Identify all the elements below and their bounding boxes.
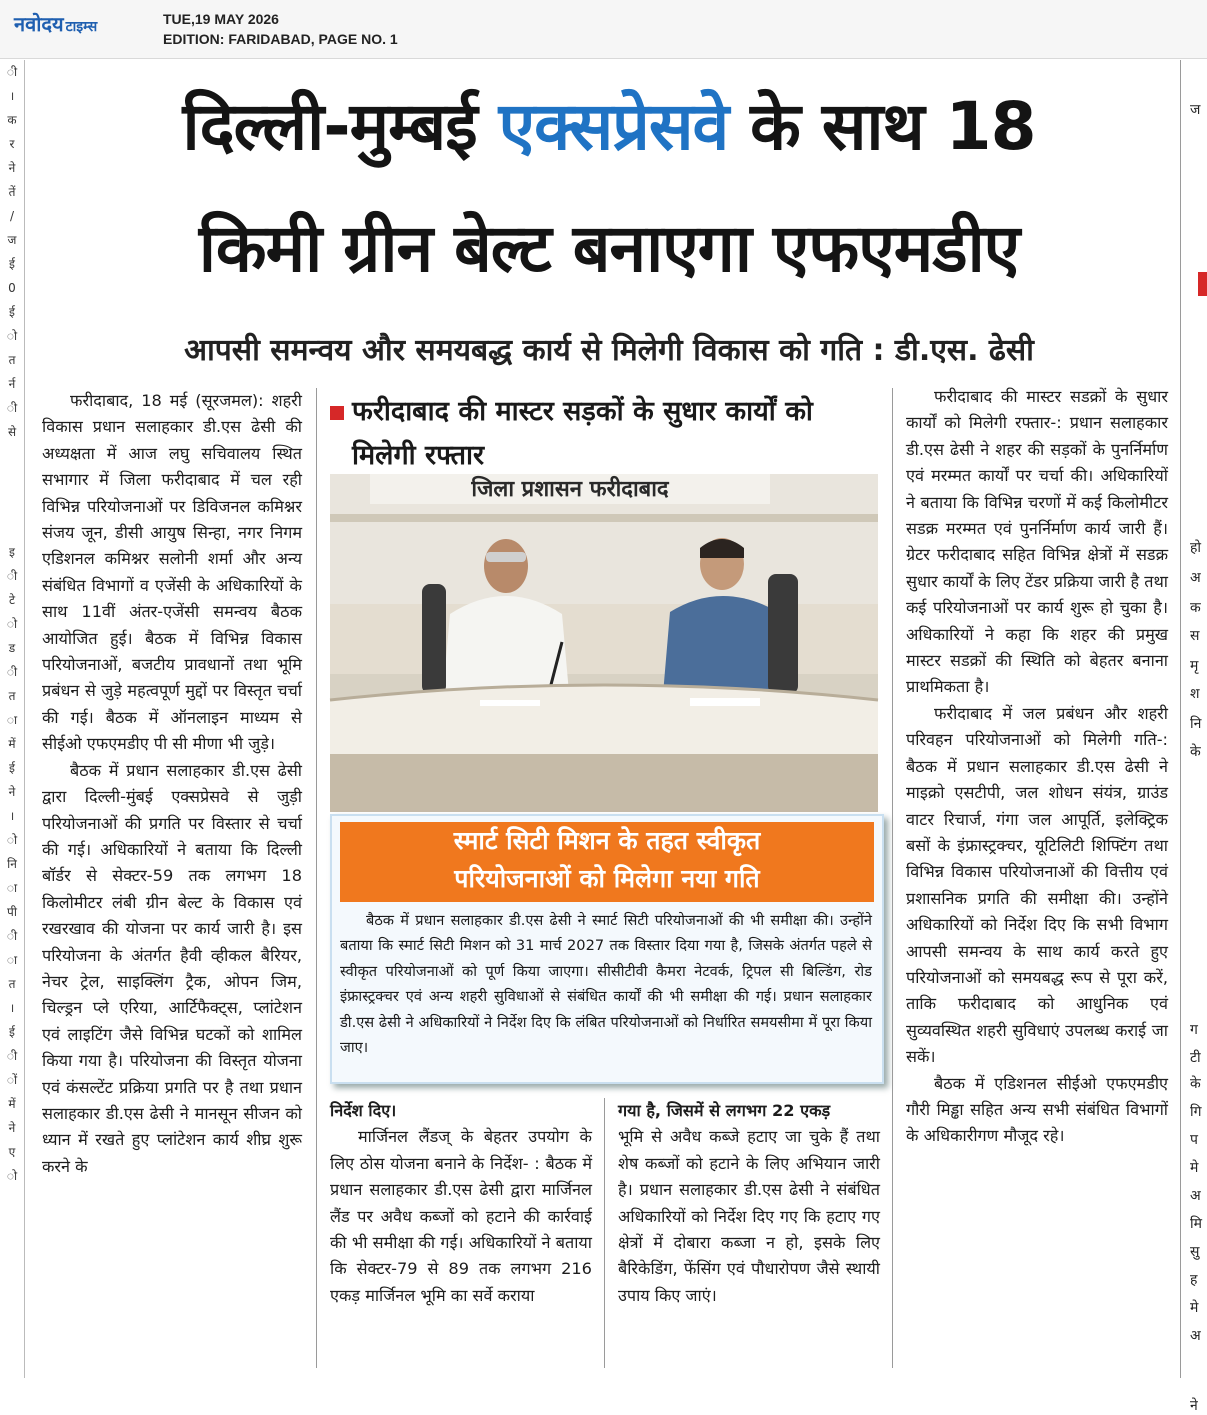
- right-strip-fragment: के: [1190, 1076, 1201, 1092]
- left-strip-fragment: [0, 468, 24, 492]
- box-text: बैठक में प्रधान सलाहकार डी.एस ढेसी ने स्मार्ट सिटी परियोजनाओं की भी समीक्षा की। उन्होंने बताया कि स्मार्ट सिटी मिशन को 31 मार्च 2027 तक विस्तार दिया गया है, जिसके अंतर्गत पहले से स्वीकृत परियोजनाओं को पूर्ण किया जाएगा। सीसीटीवी कैमरा नेटवर्क, ट्रिपल सी बिल्डिंग, रोड इंफ्रास्ट्रक्चर एवं अन्य शहरी सुविधाओं से संबंधित कार्यों की भी समीक्षा की गई। प्रधान सलाहकार डी.एस ढेसी ने अधिकारियों ने निर्देश दिए कि लंबित परियोजनाओं को निर्धारित समयसीमा में पूरा किया जाए।: [340, 912, 872, 1057]
- logo-sub: टाइम्स: [65, 19, 98, 35]
- right-strip-fragment: अ: [1190, 1188, 1201, 1204]
- right-strip-fragment: ने: [1190, 1398, 1198, 1414]
- left-strip-fragment: /: [9, 209, 15, 223]
- page-edge-divider: [1180, 60, 1181, 1378]
- right-strip-fragment: सु: [1190, 1244, 1200, 1260]
- right-adjacent-column: [1188, 60, 1207, 1414]
- article-column-4: [906, 384, 1168, 1150]
- left-strip-fragment: त: [8, 977, 16, 991]
- left-strip-fragment: ।: [9, 89, 15, 103]
- article-column-2: [330, 1098, 592, 1309]
- right-strip-fragment: मृ: [1190, 658, 1199, 674]
- column-divider: [604, 1098, 605, 1368]
- left-strip-fragment: त: [8, 353, 16, 367]
- left-strip-fragment: र: [9, 137, 15, 151]
- right-strip-fragment: प: [1190, 1132, 1198, 1148]
- right-strip-fragment: ज: [1190, 102, 1201, 118]
- col4-paragraph-2: फरीदाबाद में जल प्रबंधन और शहरी परिवहन परियोजनाओं को मिलेगी गति-: बैठक में प्रधान सलाहकार डी.एस ढेसी ने माइक्रो एसटीपी, जल शोधन संयंत्र, ग्राउंड वाटर रिचार्ज, गंगा जल आपूर्ति, इलेक्ट्रिक बसों के इंफ्रास्ट्रक्चर, यूटिलिटी शिफ्टिंग तथा विभिन्न विकास परियोजनाओं की वित्तीय एवं प्रशासनिक प्रगति की समीक्षा की। उन्होंने अधिकारियों को निर्देश दिए कि सभी विभाग आपसी समन्वय के साथ कार्य करते हुए परियोजनाओं को समयबद्ध रूप से पूरा करें, ताकि फरीदाबाद को आधुनिक एवं सुव्यवस्थित शहरी सुविधाएं उपलब्ध कराई जा सकें।: [906, 703, 1168, 1067]
- right-strip-fragment: मे: [1190, 1300, 1199, 1316]
- edition-page: EDITION: FARIDABAD, PAGE NO. 1: [163, 31, 398, 47]
- left-strip-fragment: [0, 516, 24, 540]
- right-strip-fragment: मे: [1190, 1160, 1199, 1176]
- smart-city-box: [330, 814, 884, 1084]
- left-strip-fragment: ों: [6, 1073, 18, 1087]
- left-strip-fragment: ी: [6, 65, 18, 79]
- masthead-bar: [0, 0, 1207, 59]
- right-strip-fragment: स: [1190, 628, 1200, 644]
- col3-paragraph-1: भूमि से अवैध कब्जे हटाए जा चुके हैं तथा शेष कब्जों को हटाने के लिए अभियान जारी है। प्रधान सलाहकार डी.एस ढेसी ने संबंधित अधिकारियों को निर्देश दिए गए कि हटाए गए क्षेत्रों में दोबारा कब्जा न हो, इसके लिए बैरिकेडिंग, फेंसिंग एवं पौधारोपण जैसे स्थायी उपाय किए जाएं।: [618, 1127, 880, 1305]
- left-strip-fragment: त: [8, 689, 16, 703]
- box-title: स्मार्ट सिटी मिशन के तहत स्वीकृत परियोजनाओं को मिलेगा नया गति: [340, 822, 874, 902]
- left-strip-fragment: ी: [6, 1049, 18, 1063]
- left-strip-fragment: ड: [8, 641, 16, 655]
- right-strip-fragment: क: [1190, 600, 1201, 616]
- left-strip-fragment: ए: [8, 1145, 16, 1159]
- col1-paragraph-1: फरीदाबाद, 18 मई (सूरजमल): शहरी विकास प्रधान सलाहकार डी.एस ढेसी की अध्यक्षता में आज लघु सचिवालय स्थित सभागार में जिला फरीदाबाद में चल रही विभिन्न परियोजनाओं पर डिविजनल कमिश्नर संजय जून, डीसी आयुष सिन्हा, नगर निगम एडिशनल कमिश्नर सलोनी शर्मा और अन्य संबंधित विभागों व एजेंसी के अधिकारियों के साथ 11वीं अंतर-एजेंसी समन्वय बैठक आयोजित हुई। बैठक में विभिन्न विकास परियोजनाओं, बजटीय प्रावधानों तथा भूमि प्रबंधन से जुड़े महत्वपूर्ण मुद्दों पर विस्तृत चर्चा की गई। बैठक में ऑनलाइन माध्यम से सीईओ एफएमडीए पी सी मीणा भी जुड़े।: [42, 391, 302, 754]
- sub-headline: आपसी समन्वय और समयबद्ध कार्य से मिलेगी विकास को गति : डी.एस. ढेसी: [184, 333, 1034, 368]
- left-strip-fragment: 0: [8, 281, 16, 295]
- article-column-3: [618, 1098, 880, 1309]
- left-strip-fragment: में: [8, 1097, 16, 1111]
- right-strip-fragment: ग: [1190, 1022, 1198, 1038]
- left-strip-fragment: से: [7, 425, 17, 439]
- main-headline: [30, 66, 1188, 310]
- right-strip-fragment: अ: [1190, 1328, 1201, 1344]
- left-strip-fragment: में: [8, 737, 16, 751]
- left-strip-fragment: ो: [6, 617, 18, 631]
- edition-info: [163, 9, 398, 49]
- left-strip-fragment: ।: [9, 809, 15, 823]
- svg-text:जिला प्रशासन फरीदाबाद: जिला प्रशासन फरीदाबाद: [471, 477, 669, 502]
- left-strip-fragment: टे: [8, 593, 16, 607]
- column-divider: [892, 388, 893, 1368]
- left-strip-fragment: ा: [6, 881, 18, 895]
- left-strip-fragment: ी: [6, 665, 18, 679]
- left-strip-fragment: तें: [8, 185, 16, 199]
- left-strip-fragment: ो: [6, 329, 18, 343]
- right-strip-fragment: नि: [1190, 716, 1202, 732]
- article-column-1: [42, 388, 302, 1180]
- left-strip-fragment: ा: [6, 953, 18, 967]
- right-strip-fragment: श: [1190, 686, 1200, 702]
- right-strip-fragment: टी: [1190, 1050, 1201, 1066]
- col2-paragraph-1: मार्जिनल लैंडज् के बेहतर उपयोग के लिए ठोस योजना बनाने के निर्देश- : बैठक में प्रधान सलाहकार डी.एस ढेसी द्वारा मार्जिनल लैंड पर अवैध कब्जों को हटाने की कार्रवाई की भी समीक्षा की गई। अधिकारियों ने बताया कि सेक्टर-79 से 89 तक लगभग 216 एकड़ मार्जिनल भूमि का सर्वे कराया: [330, 1127, 592, 1305]
- right-strip-fragment: गि: [1190, 1104, 1202, 1120]
- col4-paragraph-1: फरीदाबाद की मास्टर सडक्रों के सुधार कार्यों को मिलेगी रफ्तार-: प्रधान सलाहकार डी.एस ढेसी ने शहर की सड़कों के पुनर्निर्माण एवं मरम्मत कार्यों पर चर्चा की। अधिकारियों ने बताया कि विभिन्न चरणों में कई किलोमीटर सडक्र मरम्मत एवं पुनर्निर्माण कार्य जारी हैं। ग्रेटर फरीदाबाद सहित विभिन्न क्षेत्रों में सडक्र सुधार कार्यों के लिए टेंडर प्रक्रिया जारी है तथा कई परियोजनाओं पर कार्य शुरू हो चुका है। अधिकारियों ने कहा कि शहर की प्रमुख मास्टर सडक्रों की स्थिति को बेहतर बनाना प्राथमिकता है।: [906, 387, 1168, 697]
- left-strip-fragment: ई: [9, 1025, 15, 1039]
- col3-lead: गया है, जिसमें से लगभग 22 एकड़: [618, 1101, 831, 1120]
- newspaper-logo[interactable]: [14, 10, 97, 37]
- left-strip-fragment: ई: [9, 305, 15, 319]
- col1-paragraph-2: बैठक में प्रधान सलाहकार डी.एस ढेसी द्वारा दिल्ली-मुंबई एक्सप्रेसवे से जुड़ी परियोजनाओं की प्रगति पर विस्तार से चर्चा की गई। अधिकारियों ने बताया कि दिल्ली बॉर्डर से सेक्टर-59 तक लगभग 18 किलोमीटर लंबी ग्रीन बेल्ट के विकास एवं रखरखाव की योजना पर कार्य जारी है। इस परियोजना के अंतर्गत हैवी व्हीकल बैरियर, नेचर ट्रेल, साइक्लिंग ट्रैक, ओपन जिम, चिल्ड्रन प्ले एरिया, आर्टिफैक्ट्स, प्लांटेशन एवं लाइटिंग जैसे विभिन्न घटकों को शामिल किया गया है। परियोजना की विस्तृत योजना एवं कंसल्टेंट प्रक्रिया प्रगति पर है तथा प्रधान सलाहकार डी.एस ढेसी ने मानसून सीजन को ध्यान में रखते हुए प्लांटेशन कार्य शीघ्र शुरू करने के: [42, 760, 302, 1176]
- left-strip-fragment: इ: [9, 545, 15, 559]
- left-strip-fragment: ो: [6, 833, 18, 847]
- left-strip-fragment: ी: [6, 569, 18, 583]
- left-strip-fragment: ी: [6, 929, 18, 943]
- meeting-photo: [330, 474, 878, 812]
- left-strip-fragment: ई: [9, 257, 15, 271]
- right-strip-fragment: मि: [1190, 1216, 1202, 1232]
- left-strip-fragment: नि: [7, 857, 17, 871]
- right-strip-fragment: के: [1190, 744, 1201, 760]
- left-strip-fragment: पी: [7, 905, 17, 919]
- right-strip-fragment: हो: [1190, 540, 1202, 556]
- left-adjacent-column: [0, 60, 25, 1378]
- left-strip-fragment: ज: [7, 233, 17, 247]
- left-strip-fragment: ी: [6, 401, 18, 415]
- headline-line-1: दिल्ली-मुम्बई एक्सप्रेसवे के साथ 18: [182, 88, 1036, 165]
- left-strip-fragment: ने: [8, 785, 16, 799]
- left-strip-fragment: र्न: [8, 377, 16, 391]
- left-strip-fragment: क: [7, 113, 17, 127]
- left-strip-fragment: ा: [6, 713, 18, 727]
- right-strip-fragment: अ: [1190, 570, 1201, 586]
- left-strip-fragment: ो: [6, 1169, 18, 1183]
- left-strip-fragment: [0, 444, 24, 468]
- red-square-bullet: [330, 406, 344, 420]
- logo-main: नवोदय: [14, 12, 64, 36]
- col2-lead: निर्देश दिए।: [330, 1101, 397, 1120]
- left-strip-fragment: ने: [8, 161, 16, 175]
- edition-date: TUE,19 MAY 2026: [163, 11, 279, 27]
- column-divider: [316, 388, 317, 1368]
- left-strip-fragment: ।: [9, 1001, 15, 1015]
- headline-highlight: एक्सप्रेसवे: [498, 88, 729, 165]
- feature-headline: फरीदाबाद की मास्टर सड़कों के सुधार कार्यों को मिलेगी रफ्तार: [330, 390, 880, 478]
- headline-line-2: किमी ग्रीन बेल्ट बनाएगा एफएमडीए: [198, 210, 1020, 287]
- left-strip-fragment: [0, 492, 24, 516]
- right-strip-fragment: ह: [1190, 1272, 1198, 1288]
- left-strip-fragment: ई: [9, 761, 15, 775]
- col4-paragraph-3: बैठक में एडिशनल सीईओ एफएमडीए गौरी मिड्ढा सहित अन्य सभी संबंधित विभागों के अधिकारीगण मौजूद रहे।: [906, 1073, 1168, 1146]
- red-marker: [1198, 272, 1207, 296]
- left-strip-fragment: ने: [8, 1121, 16, 1135]
